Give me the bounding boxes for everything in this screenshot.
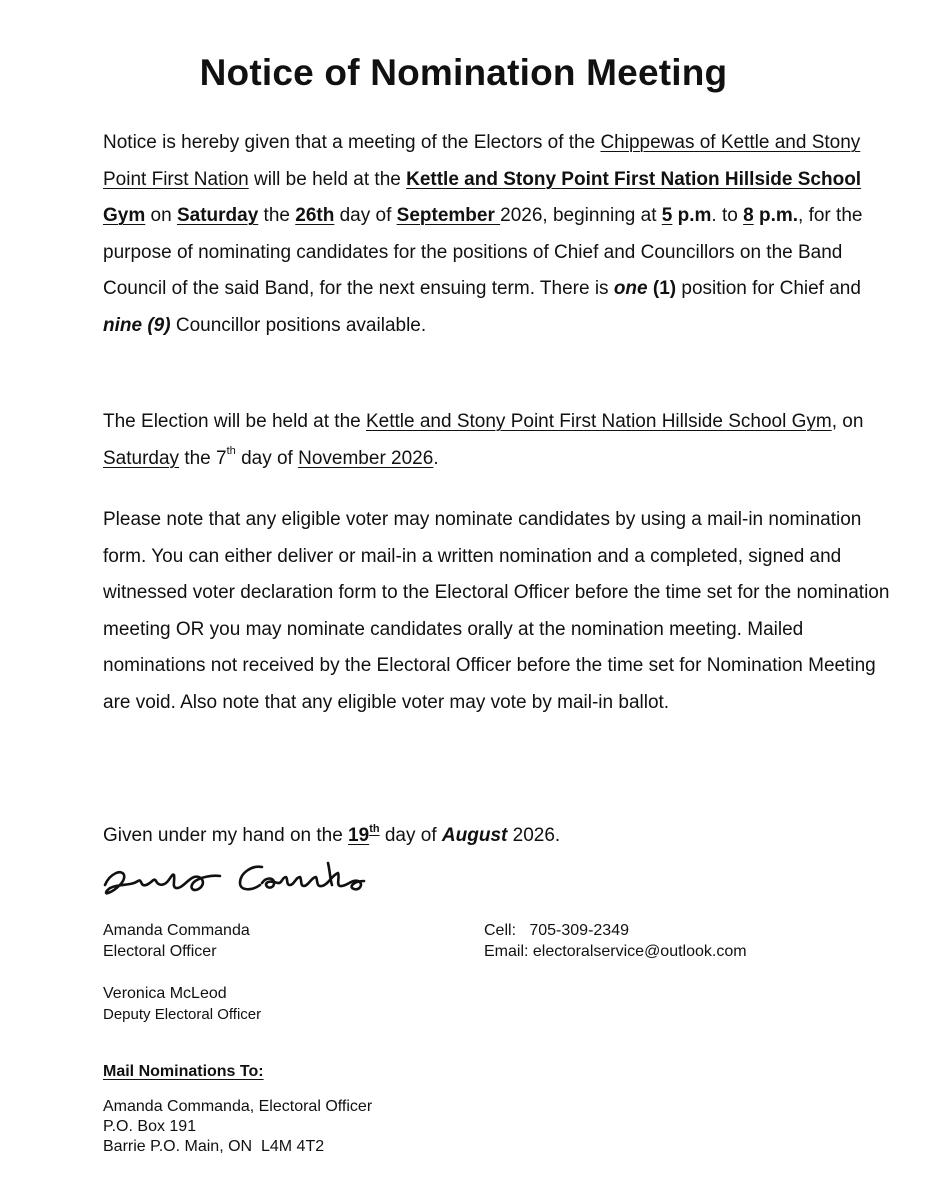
chief-count-word: one	[613, 278, 648, 299]
officer-title: Electoral Officer	[103, 943, 217, 960]
email-address: electoralservice@outlook.com	[532, 943, 747, 960]
given-day-number: 19	[348, 825, 370, 846]
deputy-name: Veronica McLeod	[103, 985, 227, 1002]
contact-block	[484, 920, 747, 962]
election-day-number: 7	[216, 447, 227, 469]
first-nation-name: Chippewas of Kettle and Stony Point First Nation	[103, 132, 861, 190]
election-day-name: Saturday	[103, 447, 180, 469]
election-month-year: November 2026	[298, 447, 434, 469]
meeting-day-number: 26th	[295, 205, 335, 226]
given-month: August	[441, 825, 508, 846]
address-line-3: Barrie P.O. Main, ON L4M 4T2	[103, 1138, 325, 1155]
officer-name: Amanda Commanda	[103, 922, 250, 939]
end-hour: 8	[743, 205, 754, 226]
mail-nominations-heading: Mail Nominations To:	[103, 1063, 264, 1080]
councillor-count: nine (9)	[103, 314, 171, 336]
start-hour: 5	[661, 205, 673, 226]
meeting-venue: Kettle and Stony Point First Nation Hillside School Gym	[103, 168, 862, 226]
deputy-title: Deputy Electoral Officer	[103, 1006, 262, 1023]
cell-number: 705-309-2349	[529, 922, 629, 939]
cell-line	[484, 920, 747, 941]
page-title: Notice of Nomination Meeting	[199, 52, 728, 93]
election-paragraph: The Election will be held at the Kettle and Stony Point First Nation Hillside School Gym, on Saturday the 7th day of November 2026.	[103, 411, 864, 469]
handwritten-signature	[102, 855, 372, 905]
meeting-day-name: Saturday	[176, 205, 259, 226]
address-line-1: Amanda Commanda, Electoral Officer	[103, 1098, 373, 1115]
meeting-notice-paragraph: Notice is hereby given that a meeting of the Electors of the Chippewas of Kettle and Stony Point First Nation will be held at the Kettle and Stony Point First Nation Hillside School Gym on Saturday the 26th day of September 2026, beginning at 5 p.m. to 8 p.m., for the purpose of nominating candidates for the positions of Chief and Councillors on the Band Council of the said Band, for the next ensuing term. There is one (1) position for Chief and nine (9) Councillor positions available.	[103, 132, 863, 336]
officer-block	[103, 920, 250, 962]
meeting-month: September	[396, 205, 501, 226]
election-venue: Kettle and Stony Point First Nation Hillside School Gym	[366, 411, 832, 432]
given-under-hand-line: Given under my hand on the 19th day of August 2026.	[103, 822, 561, 846]
deputy-block	[103, 983, 261, 1025]
nomination-rules-paragraph: Please note that any eligible voter may nominate candidates by using a mail-in nomination form. You can either deliver or mail-in a written nomination and a completed, signed and witnessed voter declaration form to the Electoral Officer before the time set for the nomination meeting OR you may nominate candidates orally at the nomination meeting. Mailed nominations not received by the Electoral Officer before the time set for Nomination Meeting are void. Also note that any eligible voter may vote by mail-in ballot.	[103, 509, 890, 713]
address-line-2: P.O. Box 191	[103, 1118, 197, 1135]
cell-label: Cell:	[484, 922, 517, 939]
mailing-address	[103, 1097, 372, 1157]
email-label: Email:	[484, 943, 529, 960]
email-line	[484, 941, 747, 962]
